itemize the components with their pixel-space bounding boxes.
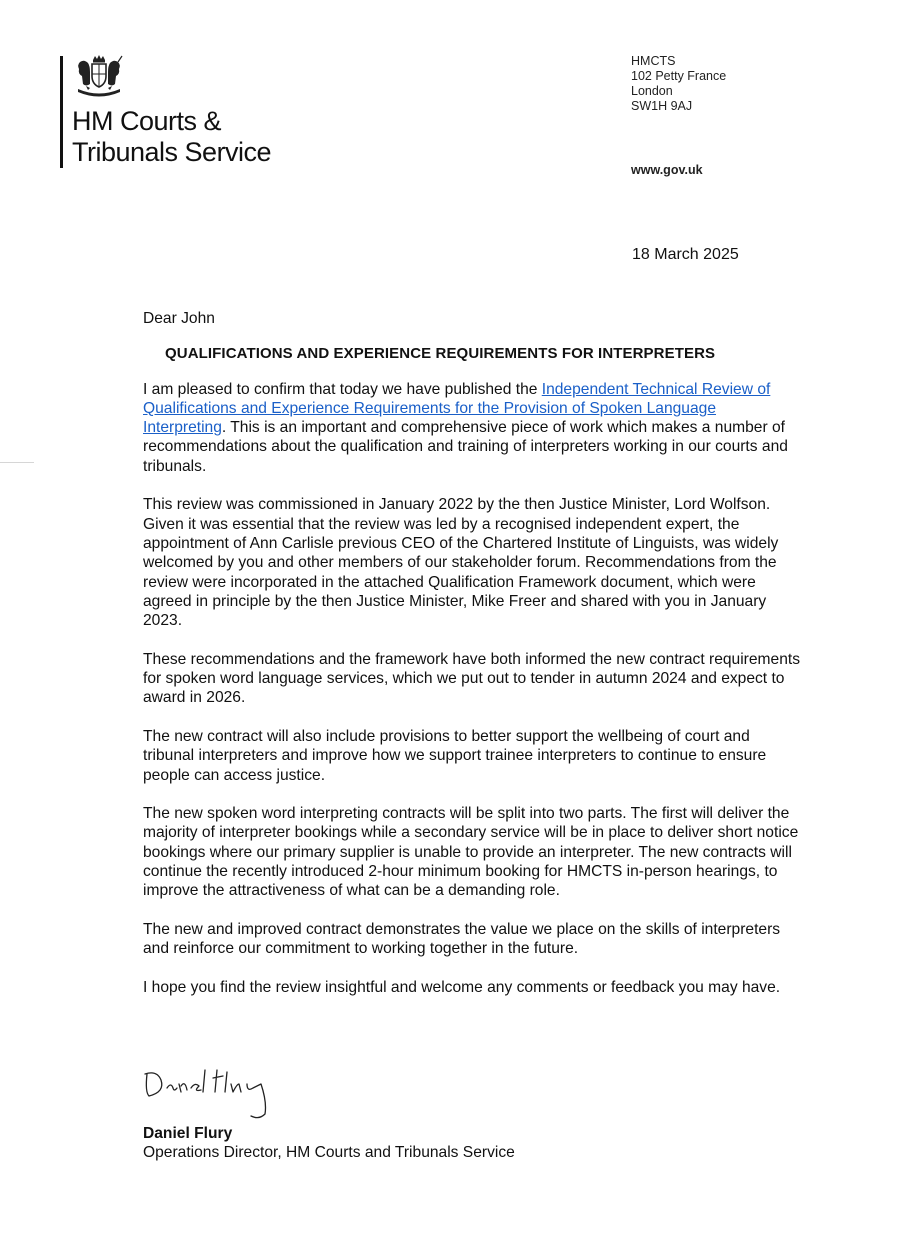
logo-divider xyxy=(60,56,63,168)
letter-date: 18 March 2025 xyxy=(632,246,739,263)
address-line: SW1H 9AJ xyxy=(631,99,693,113)
signer-title: Operations Director, HM Courts and Tribunals Service xyxy=(143,1144,515,1161)
paragraph-6: The new and improved contract demonstrates the value we place on the skills of interpreters and reinforce our commitment to working together in the future. xyxy=(143,920,781,958)
address-line: HMCTS xyxy=(631,54,676,68)
paragraph-7: I hope you find the review insightful and welcome any comments or feedback you may have. xyxy=(143,978,781,996)
paragraph-3: These recommendations and the framework have both informed the new contract requirements for spoken word language services, which we put out to tender in autumn 2024 and expect to award in 2026. xyxy=(143,650,801,707)
organisation-name-line-2: Tribunals Service xyxy=(72,137,272,167)
letter-body xyxy=(143,309,803,1016)
organisation-name-line-1: HM Courts & xyxy=(72,106,222,136)
organisation-name xyxy=(72,106,312,168)
address-line: London xyxy=(631,84,673,98)
salutation: Dear John xyxy=(143,310,215,327)
website: www.gov.uk xyxy=(631,163,703,177)
signer-name: Daniel Flury xyxy=(143,1125,233,1142)
paragraph-4: The new contract will also include provisions to better support the wellbeing of court and tribunal interpreters and improve how we support trainee interpreters to continue to ensure people can access justice. xyxy=(143,727,767,784)
paragraph-2: This review was commissioned in January 2022 by the then Justice Minister, Lord Wolfson. Given it was essential that the review was led by a recognised independent expert, the appointment of Ann Carlisle previous CEO of the Chartered Institute of Linguists, was widely welcomed by you and other members of our stakeholder forum. Recommendations from the review were incorporated in the attached Qualification Framework document, which were agreed in principle by the then Justice Minister, Mike Freer and shared with you in January 2023. xyxy=(143,496,779,630)
paragraph-1-text: I am pleased to confirm that today we have published the xyxy=(143,380,542,398)
review-link[interactable]: Independent Technical Review of Qualifications and Experience Requirements for the Provision of Spoken Language Interpreting xyxy=(143,380,771,437)
paragraph-5: The new spoken word interpreting contracts will be split into two parts. The first will deliver the majority of interpreter bookings while a secondary service will be in place to deliver short notice bookings where our primary supplier is unable to provide an interpreter. The new contracts will continue the recently introduced 2-hour minimum booking for HMCTS in-person hearings, to improve the attractiveness of what can be a demanding role. xyxy=(143,805,799,900)
handwritten-signature xyxy=(143,1062,283,1124)
paragraph-1-text-continued: . This is an important and comprehensive piece of work which makes a number of recommendations about the qualification and training of interpreters working in our courts and tribunals. xyxy=(143,419,788,475)
address-line: 102 Petty France xyxy=(631,69,727,83)
signature-block xyxy=(143,1062,515,1162)
paragraph-1 xyxy=(143,380,803,476)
royal-coat-of-arms-icon xyxy=(74,54,124,100)
sender-address xyxy=(631,54,726,114)
letter-subject: QUALIFICATIONS AND EXPERIENCE REQUIREMENTS FOR INTERPRETERS xyxy=(165,345,716,363)
fold-mark xyxy=(0,462,34,463)
